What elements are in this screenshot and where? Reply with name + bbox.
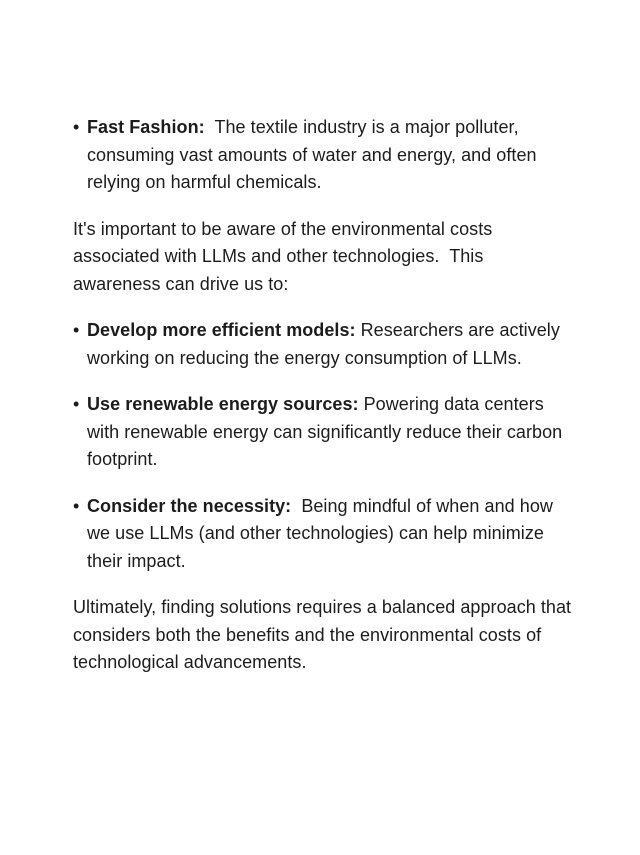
list-item-text: Being mindful of when and how we use LLMs (and other technologies) can help minimize their impact. <box>87 495 558 571</box>
list-item-text: Researchers are actively working on reducing the energy consumption of LLMs. <box>87 320 565 368</box>
bullet-dot-icon: • <box>73 394 80 414</box>
list-item-renewable-energy <box>73 391 573 474</box>
list-item-heading: Fast Fashion: <box>87 117 205 137</box>
list-item-heading: Use renewable energy sources: <box>87 394 359 414</box>
list-item-efficient-models <box>73 317 573 372</box>
bullet-dot-icon: • <box>73 117 80 137</box>
list-item-text: The textile industry is a major polluter, consuming vast amounts of water and energy, and often relying on harmful chemicals. <box>87 117 542 192</box>
bullet-dot-icon: • <box>73 495 80 516</box>
bullet-dot-icon: • <box>73 320 80 340</box>
list-item-heading: Develop more efficient models: <box>87 320 356 340</box>
body-paragraph-conclusion: Ultimately, finding solutions requires a balanced approach that considers both the benefits and the environmental costs of technological advancements. <box>73 597 577 672</box>
list-item-fast-fashion <box>73 114 573 197</box>
list-item-necessity <box>73 493 573 576</box>
list-item-text: Powering data centers with renewable energy can significantly reduce their carbon footprint. <box>87 394 568 469</box>
message-content <box>73 114 577 696</box>
body-paragraph: It's important to be aware of the environmental costs associated with LLMs and other technologies. This awareness can drive us to: <box>73 218 498 294</box>
list-item-heading: Consider the necessity: <box>87 495 292 516</box>
